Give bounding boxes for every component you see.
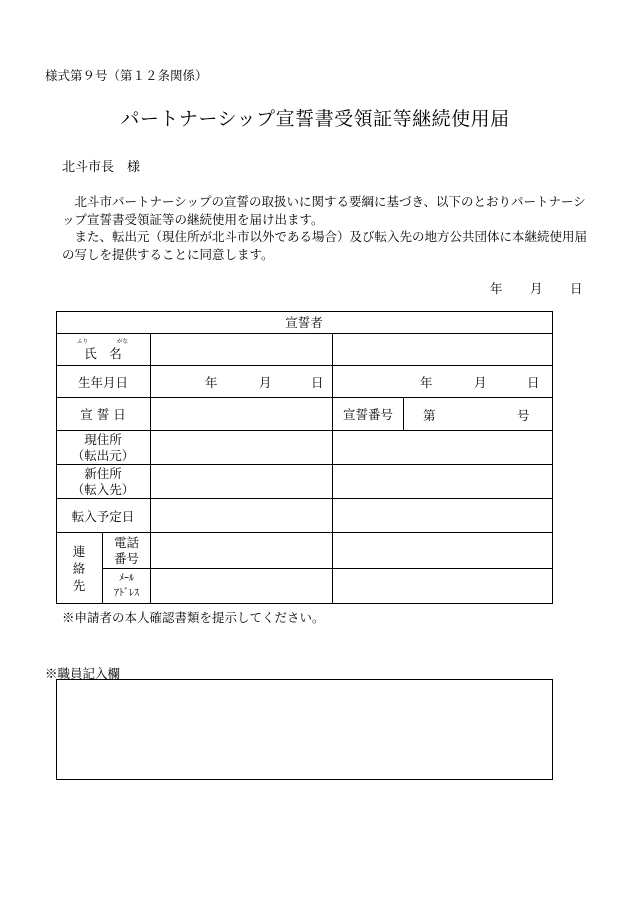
current-address-field-2[interactable]: [333, 431, 552, 464]
birthdate-label: 生年月日: [77, 374, 128, 390]
body-paragraph-1: 北斗市パートナーシップの宣誓の取扱いに関する要綱に基づき、以下のとおりパートナーシップ宣誓書受領証等の継続使用を届け出ます。: [62, 194, 586, 227]
name-field-1[interactable]: [151, 334, 332, 365]
birthdate-2-year-unit: 年: [420, 375, 433, 390]
staff-section-box[interactable]: [57, 680, 552, 779]
oath-number-prefix: 第: [423, 408, 436, 423]
date-month-unit: 月: [530, 281, 543, 296]
move-date-field-2[interactable]: [333, 499, 552, 532]
contact-label: [56, 533, 102, 603]
contact-label-char-2: 絡: [72, 560, 86, 576]
current-address-field-1[interactable]: [151, 431, 332, 464]
email-label-line-2: ｱﾄﾞﾚｽ: [114, 588, 139, 599]
document-title: パートナーシップ宣誓書受領証等継続使用届: [120, 108, 510, 130]
date-year-unit: 年: [490, 281, 503, 296]
phone-field-1[interactable]: [151, 533, 332, 568]
email-field-1[interactable]: [151, 569, 332, 603]
form-number: 様式第９号（第１２条関係）: [45, 68, 208, 83]
phone-label-line-1: 電話: [113, 534, 139, 550]
contact-label-char-1: 連: [72, 543, 86, 559]
new-address-field-1[interactable]: [151, 465, 332, 498]
name-ruby-gana: がな: [117, 339, 129, 345]
birthdate-1-month-unit: 月: [259, 375, 272, 390]
oath-number-suffix: 号: [517, 408, 530, 423]
oath-number-label: 宣誓番号: [342, 407, 393, 422]
birthdate-2-day-unit: 日: [527, 375, 540, 390]
name-field-2[interactable]: [333, 334, 552, 365]
email-label: [103, 569, 150, 603]
phone-label: [103, 533, 150, 568]
addressee: 北斗市長 様: [62, 160, 141, 175]
move-date-field-1[interactable]: [151, 499, 332, 532]
oath-date-label: 宣 誓 日: [80, 407, 126, 422]
current-address-label-line-1: 現住所: [84, 431, 122, 447]
current-address-label-line-2: （転出元）: [71, 447, 135, 463]
email-field-2[interactable]: [333, 569, 552, 603]
name-ruby-furi: ふり: [77, 339, 89, 345]
birthdate-1-year-unit: 年: [205, 375, 218, 390]
id-document-note: ※申請者の本人確認書類を提示してください。: [62, 610, 325, 625]
new-address-field-2[interactable]: [333, 465, 552, 498]
contact-label-char-3: 先: [72, 577, 86, 593]
name-label: 氏 名: [84, 346, 122, 361]
birthdate-2-month-unit: 月: [474, 375, 487, 390]
new-address-label-line-1: 新住所: [84, 465, 122, 481]
email-label-line-1: ﾒｰﾙ: [119, 573, 134, 584]
move-date-label: 転入予定日: [71, 508, 135, 524]
new-address-label: [56, 465, 150, 498]
phone-field-2[interactable]: [333, 533, 552, 568]
body-paragraph-2: また、転出元（現住所が北斗市以外である場合）及び転入先の地方公共団体に本継続使用届の写しを提供することに同意します。: [62, 229, 588, 262]
date-day-unit: 日: [570, 281, 583, 296]
table-header-declarant: 宣誓者: [285, 315, 323, 330]
new-address-label-line-2: （転入先）: [71, 481, 135, 497]
phone-label-line-2: 番号: [113, 550, 139, 566]
birthdate-1-day-unit: 日: [311, 375, 324, 390]
current-address-label: [56, 431, 150, 464]
staff-section-label: ※職員記入欄: [45, 666, 121, 681]
oath-date-field[interactable]: [151, 398, 332, 430]
